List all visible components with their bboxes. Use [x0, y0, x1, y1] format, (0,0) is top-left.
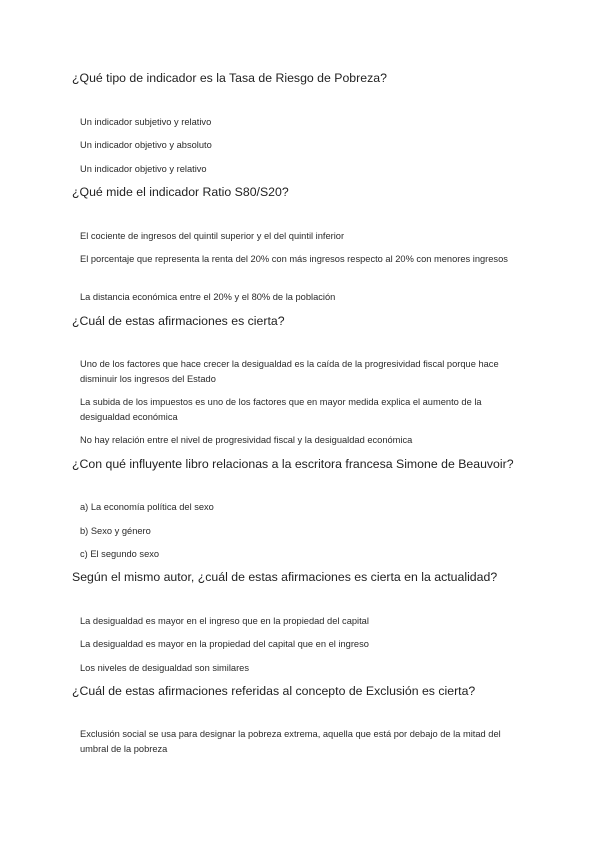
question-3-option-3[interactable]: No hay relación entre el nivel de progresividad fiscal y la desigualdad económica — [80, 435, 413, 445]
question-4-option-a[interactable]: a) La economía política del sexo — [80, 502, 214, 512]
question-4-option-b[interactable]: b) Sexo y género — [80, 526, 151, 536]
question-3-option-2[interactable]: La subida de los impuestos es uno de los factores que en mayor medida explica el aumento de la desigualdad económica — [80, 397, 482, 422]
question-1: ¿Qué tipo de indicador es la Tasa de Riesgo de Pobreza? — [72, 71, 387, 85]
question-4-option-c[interactable]: c) El segundo sexo — [80, 549, 160, 559]
question-5-option-3[interactable]: Los niveles de desigualdad son similares — [80, 663, 249, 673]
question-5-option-2[interactable]: La desigualdad es mayor en la propiedad del capital que en el ingreso — [80, 639, 369, 649]
question-2: ¿Qué mide el indicador Ratio S80/S20? — [72, 185, 289, 199]
question-6-option-1[interactable]: Exclusión social se usa para designar la pobreza extrema, aquella que está por debajo de la mitad del umbral de la pobreza — [80, 729, 501, 754]
question-4: ¿Con qué influyente libro relacionas a la escritora francesa Simone de Beauvoir? — [72, 457, 514, 471]
question-1-option-2[interactable]: Un indicador objetivo y absoluto — [80, 140, 212, 150]
question-5: Según el mismo autor, ¿cuál de estas afirmaciones es cierta en la actualidad? — [72, 570, 498, 584]
question-2-option-2[interactable]: El porcentaje que representa la renta del 20% con más ingresos respecto al 20% con menores ingresos — [80, 254, 508, 264]
question-1-option-1[interactable]: Un indicador subjetivo y relativo — [80, 117, 212, 127]
question-2-option-1[interactable]: El cociente de ingresos del quintil superior y el del quintil inferior — [80, 231, 345, 241]
question-3-option-1[interactable]: Uno de los factores que hace crecer la desigualdad es la caída de la progresividad fiscal porque hace disminuir los ingresos del Estado — [80, 359, 499, 384]
question-5-option-1[interactable]: La desigualdad es mayor en el ingreso que en la propiedad del capital — [80, 616, 369, 626]
question-6: ¿Cuál de estas afirmaciones referidas al concepto de Exclusión es cierta? — [72, 684, 476, 698]
question-2-option-3[interactable]: La distancia económica entre el 20% y el 80% de la población — [80, 292, 336, 302]
question-1-option-3[interactable]: Un indicador objetivo y relativo — [80, 164, 207, 174]
question-3: ¿Cuál de estas afirmaciones es cierta? — [72, 314, 285, 328]
